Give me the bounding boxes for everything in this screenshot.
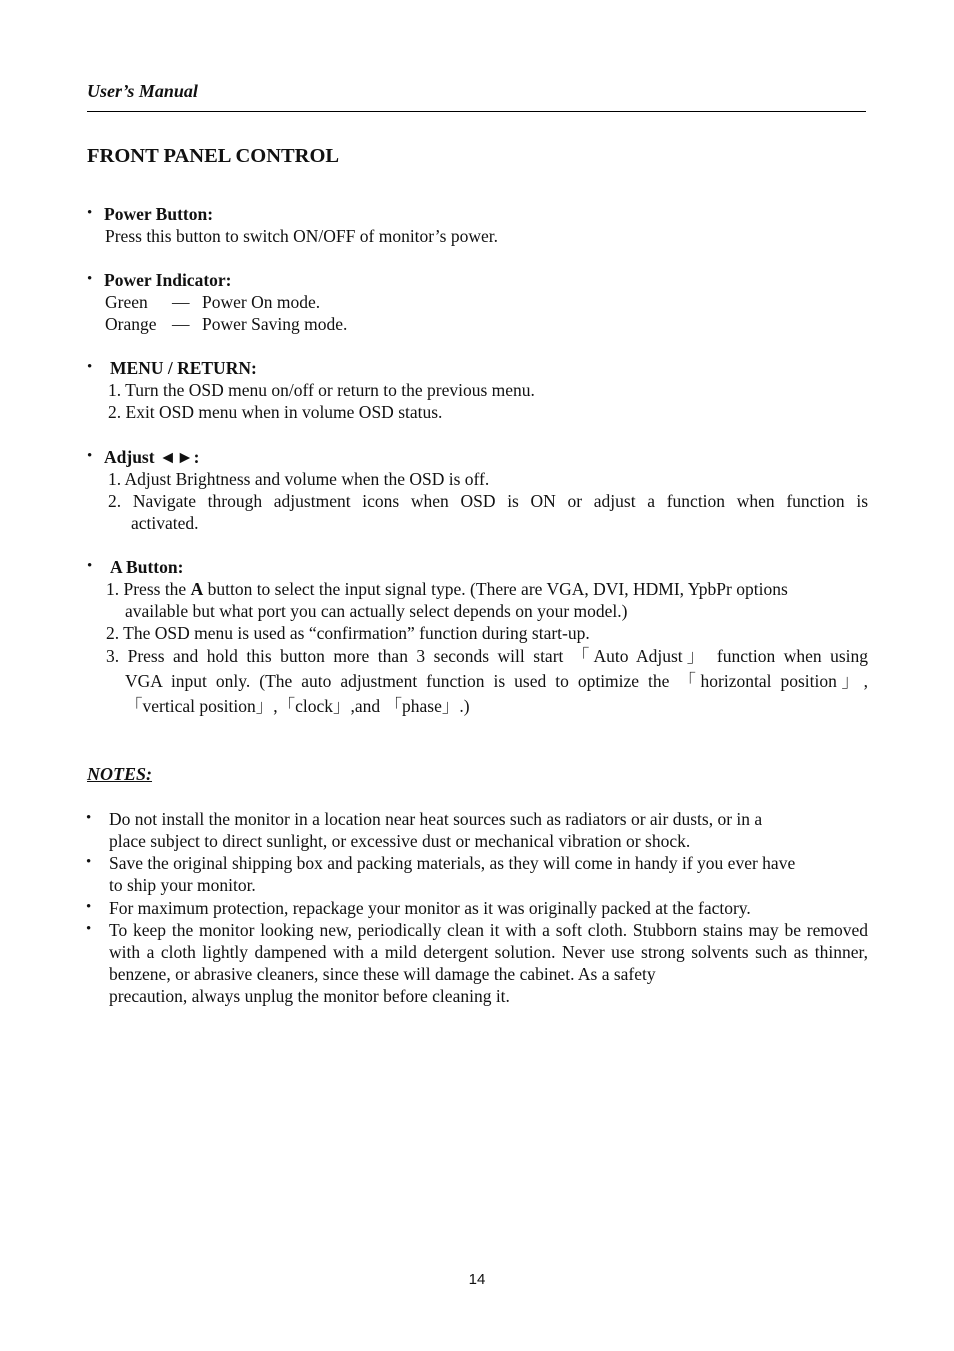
section-heading-menu-return: MENU / RETURN: (110, 358, 257, 378)
note-text: For maximum protection, repackage your monitor as it was originally packed at the factory. (109, 898, 751, 918)
note-text: To keep the monitor looking new, periodically clean it with a soft cloth. Stubborn stains may be removed with a cloth lightly dampened with a mild detergent solution. Never use strong solvents such as thinner, benzene, or abrasive cleaners, since these will damage the cabinet. As a safety (109, 920, 868, 984)
section-heading-power-indicator: Power Indicator: (104, 270, 232, 290)
bullet-icon: • (86, 899, 92, 915)
note-item (109, 897, 868, 919)
menu-return-item-1: 1. Turn the OSD menu on/off or return to the previous menu. (108, 380, 535, 400)
adjust-item-2: 2. Navigate through adjustment icons when OSD is ON or adjust a function when function is (108, 491, 868, 511)
a-button-item-1-continued: available but what port you can actually select depends on your model.) (125, 601, 628, 621)
indicator-green-dash: — (172, 292, 190, 312)
a-button-item-1-suffix: button to select the input signal type. (There are VGA, DVI, HDMI, YpbPr options (203, 579, 788, 599)
adjust-item-2-continued: activated. (131, 513, 199, 533)
bullet-icon: • (86, 921, 92, 937)
bullet-icon: • (87, 448, 93, 464)
note-item (109, 919, 868, 1007)
bullet-icon: • (87, 205, 93, 221)
section-heading-adjust: Adjust ◄►: (104, 447, 200, 467)
running-header: User’s Manual (87, 81, 198, 101)
section-heading-a-button: A Button: (110, 557, 184, 577)
adjust-item-1: 1. Adjust Brightness and volume when the OSD is off. (108, 469, 490, 489)
indicator-orange-dash: — (172, 314, 190, 334)
bullet-icon: • (87, 558, 93, 574)
indicator-orange-label: Orange (105, 314, 157, 334)
header-rule (87, 111, 866, 112)
note-text-end: precaution, always unplug the monitor before cleaning it. (109, 986, 510, 1006)
notes-heading: NOTES: (87, 764, 153, 784)
indicator-orange-text: Power Saving mode. (202, 314, 348, 334)
indicator-green-label: Green (105, 292, 148, 312)
note-text: Save the original shipping box and packing materials, as they will come in handy if you ever have (109, 853, 796, 873)
a-button-item-2: 2. The OSD menu is used as “confirmation” function during start-up. (106, 623, 590, 643)
a-button-item-3: 3. Press and hold this button more than 3 seconds will start 「Auto Adjust」 function when using (106, 646, 868, 666)
a-button-item-1-prefix: 1. Press the (106, 579, 191, 599)
note-text-end: place subject to direct sunlight, or excessive dust or mechanical vibration or shock. (109, 831, 691, 851)
note-text: Do not install the monitor in a location near heat sources such as radiators or air dusts, or in a (109, 809, 763, 829)
note-text-end: to ship your monitor. (109, 875, 256, 895)
a-button-key-label: A (190, 579, 204, 599)
page-title: FRONT PANEL CONTROL (87, 145, 340, 167)
a-button-item-1 (106, 578, 788, 600)
section-heading-power-button: Power Button: (104, 204, 214, 224)
menu-return-item-2: 2. Exit OSD menu when in volume OSD status. (108, 402, 443, 422)
note-item (109, 808, 868, 852)
power-button-description: Press this button to switch ON/OFF of monitor’s power. (105, 226, 498, 246)
indicator-green-text: Power On mode. (202, 292, 321, 312)
a-button-item-3-continued-2: 「vertical position」,「clock」,and 「phase」.) (125, 696, 470, 716)
a-button-item-3-continued: VGA input only. (The auto adjustment function is used to optimize the 「horizontal position」, (125, 671, 868, 691)
note-item (109, 852, 868, 896)
bullet-icon: • (86, 854, 92, 870)
page-number: 14 (468, 1271, 486, 1288)
bullet-icon: • (87, 359, 93, 375)
bullet-icon: • (87, 271, 93, 287)
bullet-icon: • (86, 810, 92, 826)
